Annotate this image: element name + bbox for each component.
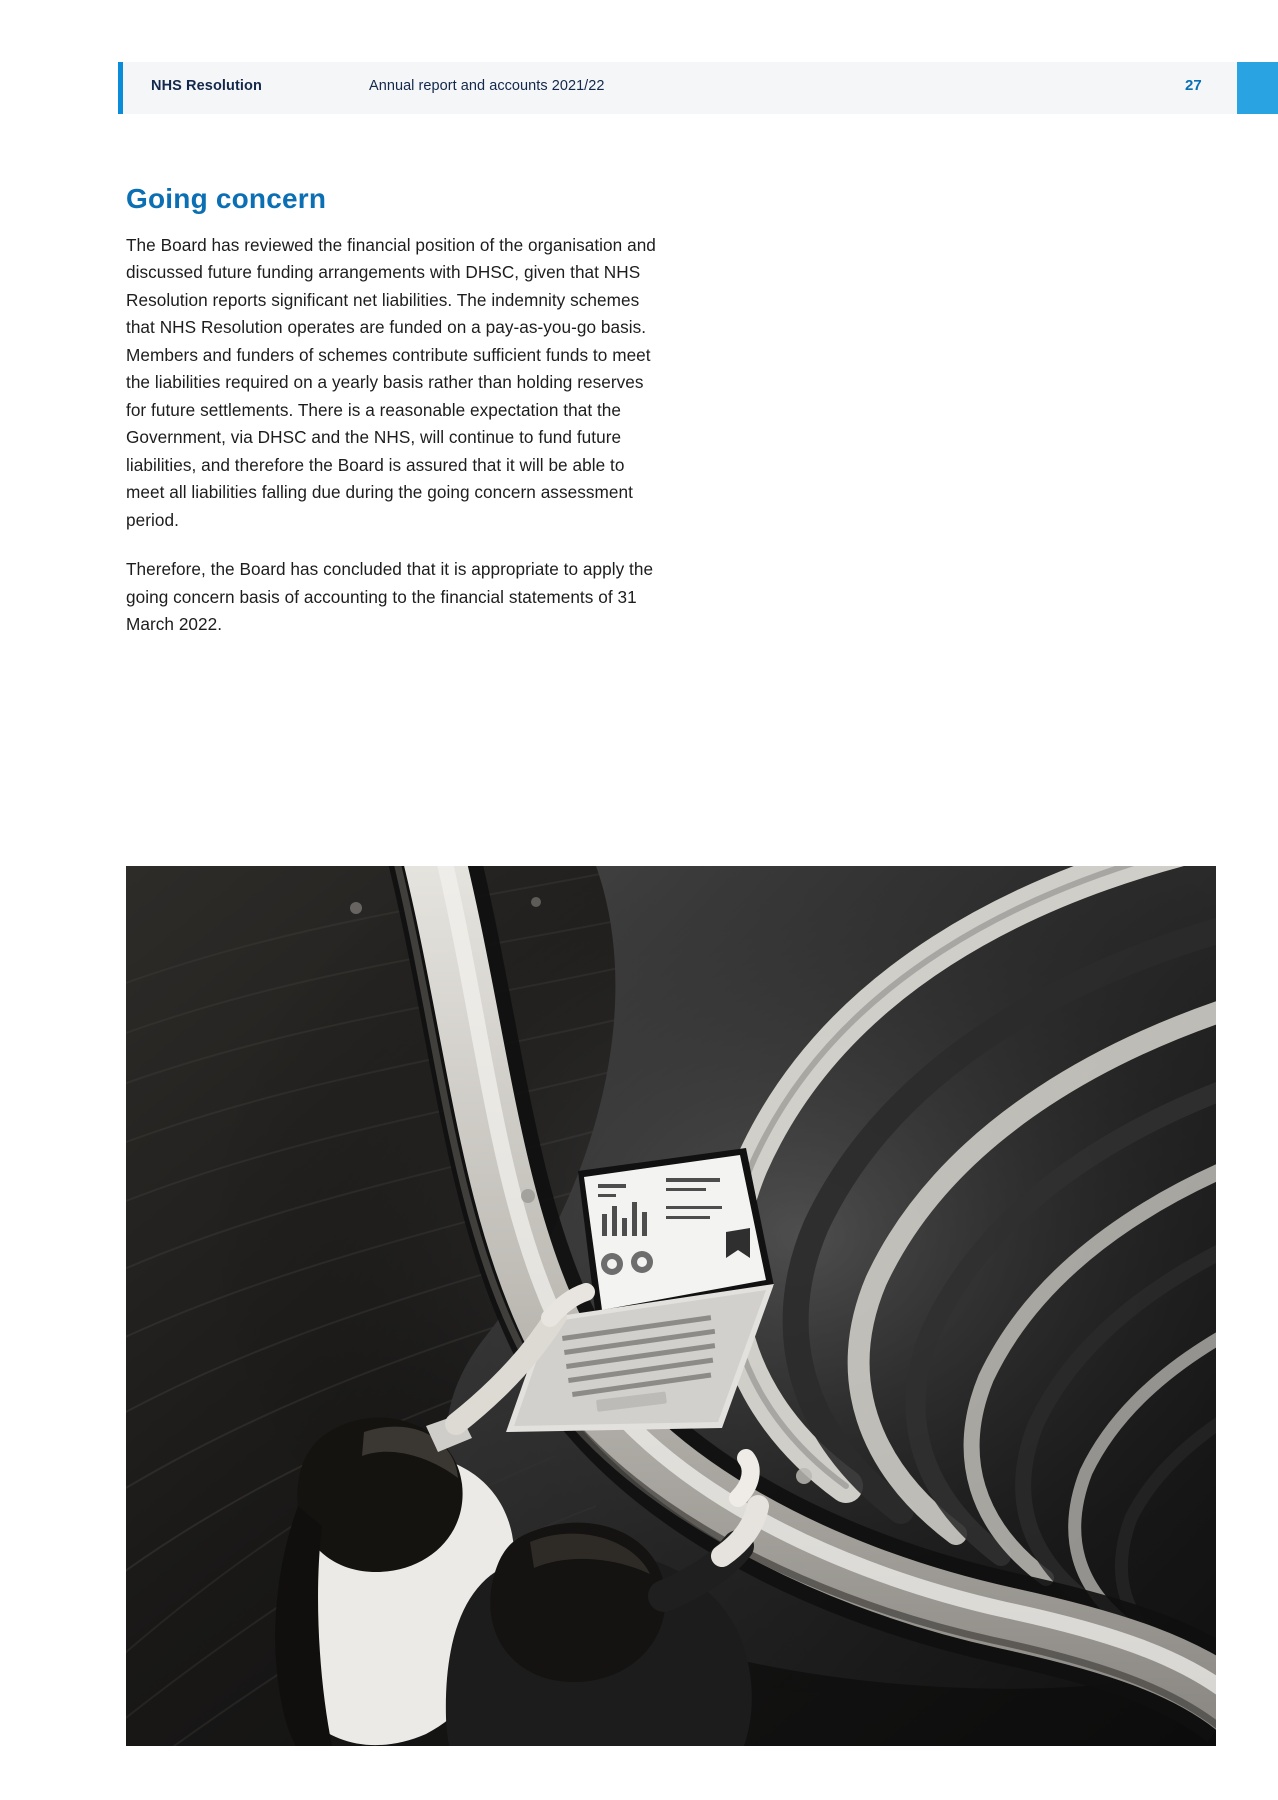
photograph-illustration: [126, 866, 1216, 1746]
body-paragraph-1: The Board has reviewed the financial position of the organisation and discussed future funding arrangements with DHSC, given that NHS Resolution reports significant net liabilities. The indemnity schemes that NHS Resolution operates are funded on a pay-as-you-go basis. Members and funders of schemes contribute sufficient funds to meet the liabilities required on a yearly basis rather than holding reserves for future settlements. There is a reasonable expectation that the Government, via DHSC and the NHS, will continue to fund future liabilities, and therefore the Board is assured that it will be able to meet all liabilities falling due during the going concern assessment period.: [126, 234, 656, 530]
header-organisation: NHS Resolution: [151, 78, 262, 94]
photograph: [126, 866, 1216, 1746]
page-number: 27: [1185, 77, 1202, 94]
section-heading: Going concern: [126, 183, 327, 214]
header-accent-bar-left: [118, 62, 123, 114]
body-paragraph-2: Therefore, the Board has concluded that it is appropriate to apply the going concern basis of accounting to the financial statements of 31 March 2022.: [126, 559, 654, 635]
header-accent-bar-right: [1237, 62, 1278, 114]
content-column: [126, 182, 656, 639]
page-header: [118, 62, 1278, 114]
header-report-title: Annual report and accounts 2021/22: [369, 78, 605, 94]
